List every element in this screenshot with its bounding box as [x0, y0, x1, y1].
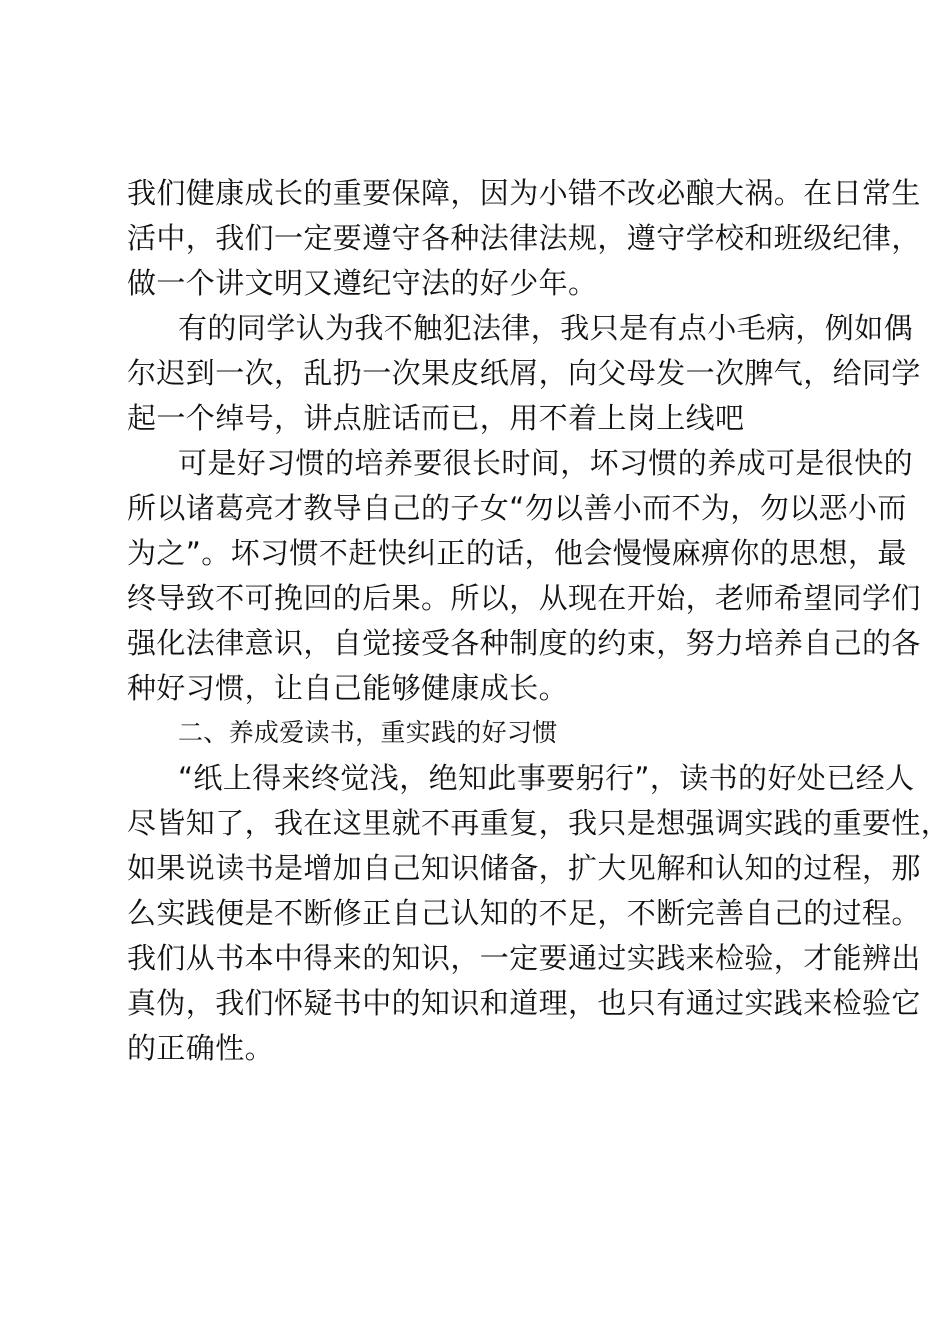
body-text-line: 真伪，我们怀疑书中的知识和道理，也只有通过实践来检验它 — [127, 986, 921, 1020]
body-text-line: 的正确性。 — [127, 1031, 275, 1065]
body-text-line: 种好习惯，让自己能够健康成长。 — [127, 671, 569, 705]
body-text-line: 为之”。坏习惯不赶快纠正的话，他会慢慢麻痹你的思想，最 — [127, 536, 907, 570]
body-text-line: 我们健康成长的重要保障，因为小错不改必酿大祸。在日常生 — [127, 176, 921, 210]
body-text-line: 做一个讲文明又遵纪守法的好少年。 — [127, 266, 598, 300]
body-text-line: 活中，我们一定要遵守各种法律法规，遵守学校和班级纪律， — [127, 221, 921, 255]
body-text-line: 起一个绰号，讲点脏话而已，用不着上岗上线吧 — [127, 401, 745, 435]
body-text-line: 强化法律意识，自觉接受各种制度的约束，努力培养自己的各 — [127, 626, 921, 660]
body-text-line: 所以诸葛亮才教导自己的子女“勿以善小而不为，勿以恶小而 — [127, 491, 907, 525]
body-text-line: “纸上得来终觉浅，绝知此事要躬行”，读书的好处已经人 — [178, 761, 915, 795]
body-text-line: 尔迟到一次，乱扔一次果皮纸屑，向父母发一次脾气，给同学 — [127, 356, 921, 390]
body-text-line: 有的同学认为我不触犯法律，我只是有点小毛病，例如偶 — [178, 311, 914, 345]
body-text-line: 么实践便是不断修正自己认知的不足，不断完善自己的过程。 — [127, 896, 921, 930]
section-heading: 二、养成爱读书，重实践的好习惯 — [178, 718, 558, 747]
body-text-line: 终导致不可挽回的后果。所以，从现在开始，老师希望同学们 — [127, 581, 921, 615]
body-text-line: 如果说读书是增加自己知识储备，扩大见解和认知的过程，那 — [127, 851, 921, 885]
body-text-line: 可是好习惯的培养要很长时间，坏习惯的养成可是很快的 — [178, 446, 914, 480]
body-text-line: 我们从书本中得来的知识，一定要通过实践来检验，才能辨出 — [127, 941, 921, 975]
body-text-line: 尽皆知了，我在这里就不再重复，我只是想强调实践的重要性， — [127, 806, 950, 840]
